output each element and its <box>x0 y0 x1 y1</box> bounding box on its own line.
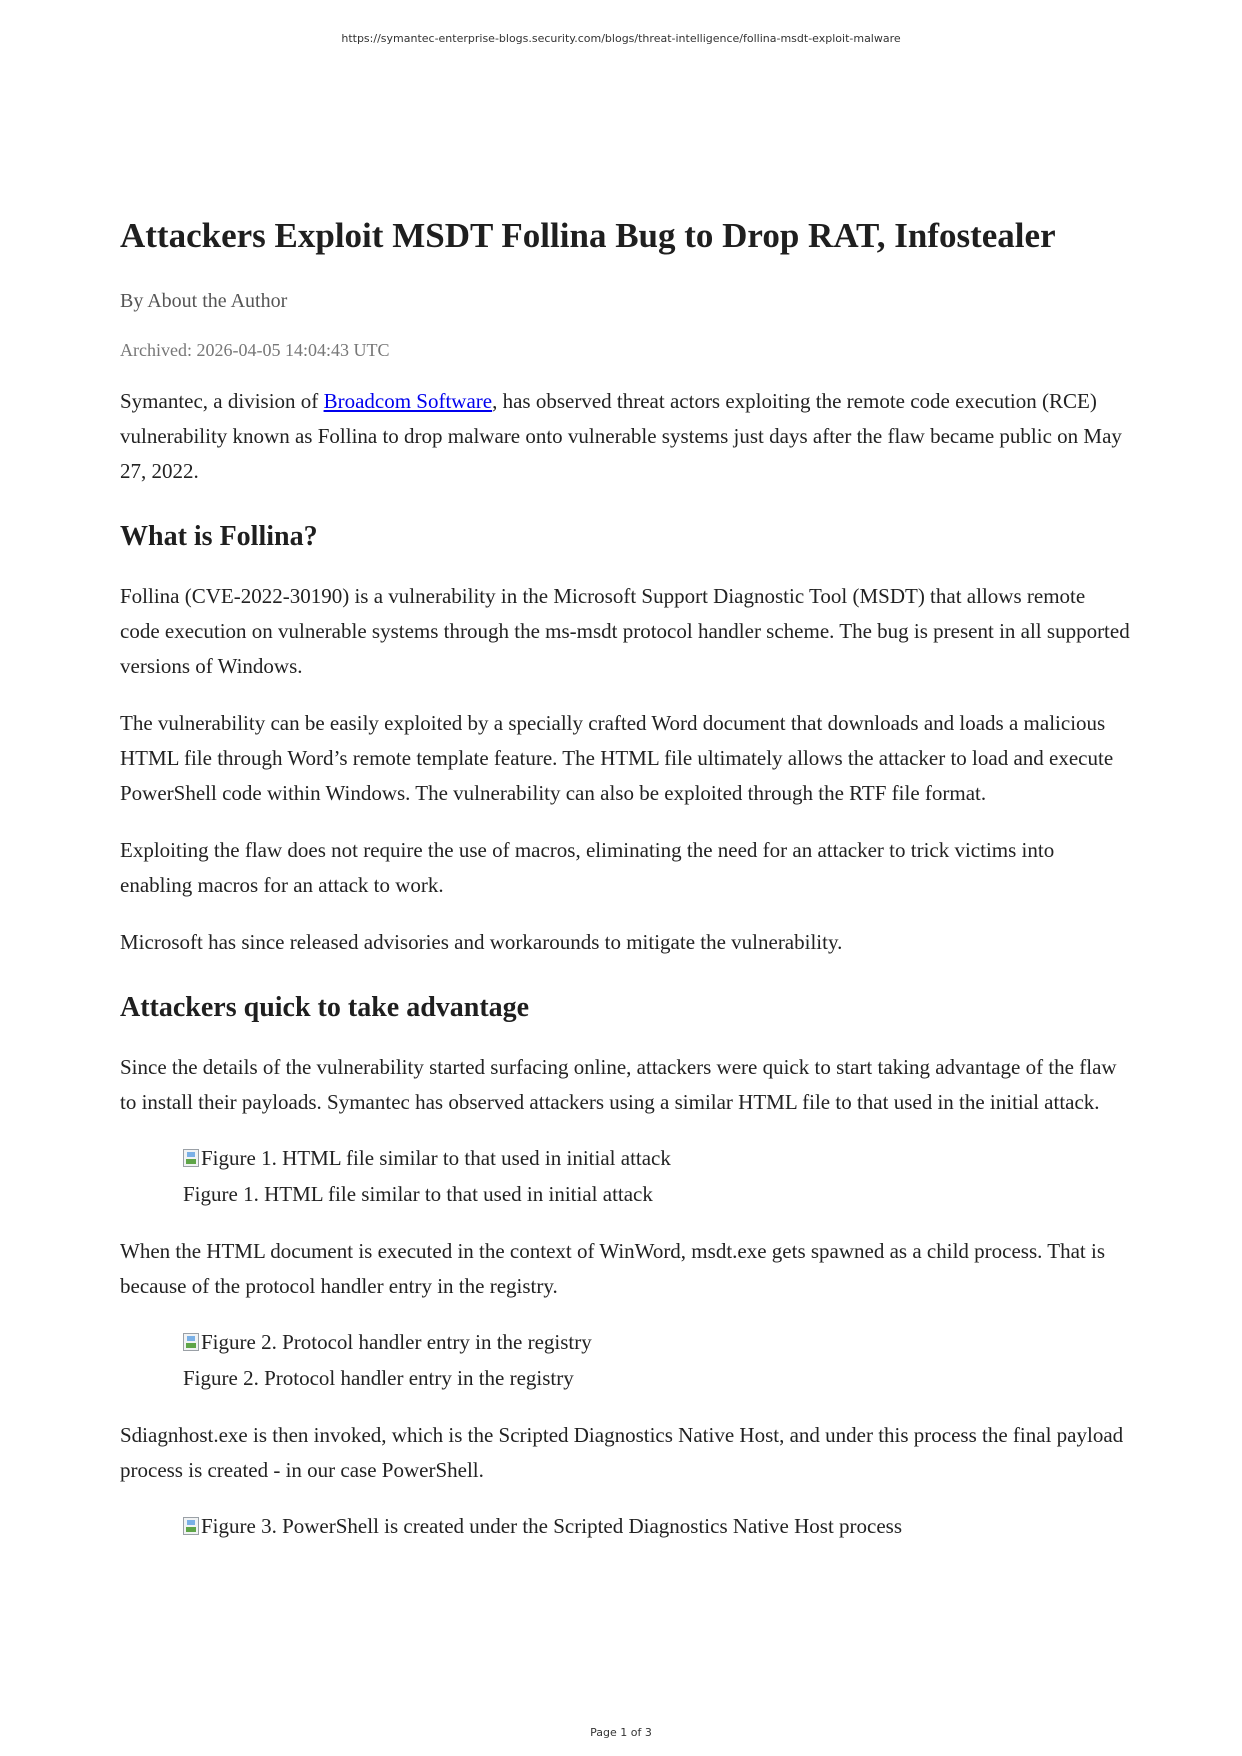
figure-2-caption: Figure 2. Protocol handler entry in the registry <box>183 1366 574 1390</box>
paragraph: The vulnerability can be easily exploited by a specially crafted Word document that downloads and loads a malicious HTML file through Word’s remote template feature. The HTML file ultimately allows the attacker to load and execute PowerShell code within Windows. The vulnerability can also be exploited through the RTF file format. <box>120 711 1114 805</box>
page-number: Page 1 of 3 <box>590 1726 652 1739</box>
paragraph: Sdiagnhost.exe is then invoked, which is the Scripted Diagnostics Native Host, and under this process the final payload process is created - in our case PowerShell. <box>120 1423 1124 1482</box>
paragraph: Microsoft has since released advisories and workarounds to mitigate the vulnerability. <box>120 930 843 954</box>
figure-3 <box>183 1508 1130 1544</box>
figure-1-caption: Figure 1. HTML file similar to that used in initial attack <box>183 1182 653 1206</box>
broken-image-icon <box>183 1517 199 1535</box>
figure-2 <box>183 1324 1130 1396</box>
intro-text-after: , has observed threat actors exploiting the remote code execution (RCE) vulnerability known as Follina to drop malware onto vulnerable systems just days after the flaw became public on May 27, 2022. <box>120 389 1122 483</box>
figure-1-image <box>183 1140 1130 1176</box>
paragraph: Exploiting the flaw does not require the use of macros, eliminating the need for an attacker to trick victims into enabling macros for an attack to work. <box>120 838 1055 897</box>
figure-1-alt-text: Figure 1. HTML file similar to that used in initial attack <box>201 1146 671 1170</box>
figure-3-alt-text: Figure 3. PowerShell is created under the Scripted Diagnostics Native Host process <box>201 1514 903 1538</box>
archived-timestamp: Archived: 2026-04-05 14:04:43 UTC <box>120 340 390 360</box>
article <box>120 214 1130 1544</box>
broadcom-software-link[interactable]: Broadcom Software <box>323 389 493 413</box>
figure-3-image <box>183 1508 1130 1544</box>
intro-text-before: Symantec, a division of <box>120 389 324 413</box>
byline: By About the Author <box>120 290 288 312</box>
section-heading-what-is-follina: What is Follina? <box>120 521 318 552</box>
intro-paragraph <box>120 384 1130 489</box>
article-title: Attackers Exploit MSDT Follina Bug to Drop RAT, Infostealer <box>120 216 1056 255</box>
page-url: https://symantec-enterprise-blogs.security.com/blogs/threat-intelligence/follina-msdt-exploit-malware <box>341 32 901 45</box>
paragraph: Follina (CVE-2022-30190) is a vulnerability in the Microsoft Support Diagnostic Tool (MSDT) that allows remote code execution on vulnerable systems through the ms-msdt protocol handler scheme. The bug is present in all supported versions of Windows. <box>120 584 1130 678</box>
figure-2-image <box>183 1324 1130 1360</box>
broken-image-icon <box>183 1333 199 1351</box>
figure-1 <box>183 1140 1130 1212</box>
broken-image-icon <box>183 1149 199 1167</box>
paragraph: When the HTML document is executed in the context of WinWord, msdt.exe gets spawned as a child process. That is because of the protocol handler entry in the registry. <box>120 1239 1105 1298</box>
paragraph: Since the details of the vulnerability started surfacing online, attackers were quick to start taking advantage of the flaw to install their payloads. Symantec has observed attackers using a similar HTML file to that used in the initial attack. <box>120 1055 1117 1114</box>
figure-2-alt-text: Figure 2. Protocol handler entry in the registry <box>201 1330 592 1354</box>
section-heading-attackers-quick: Attackers quick to take advantage <box>120 992 530 1023</box>
